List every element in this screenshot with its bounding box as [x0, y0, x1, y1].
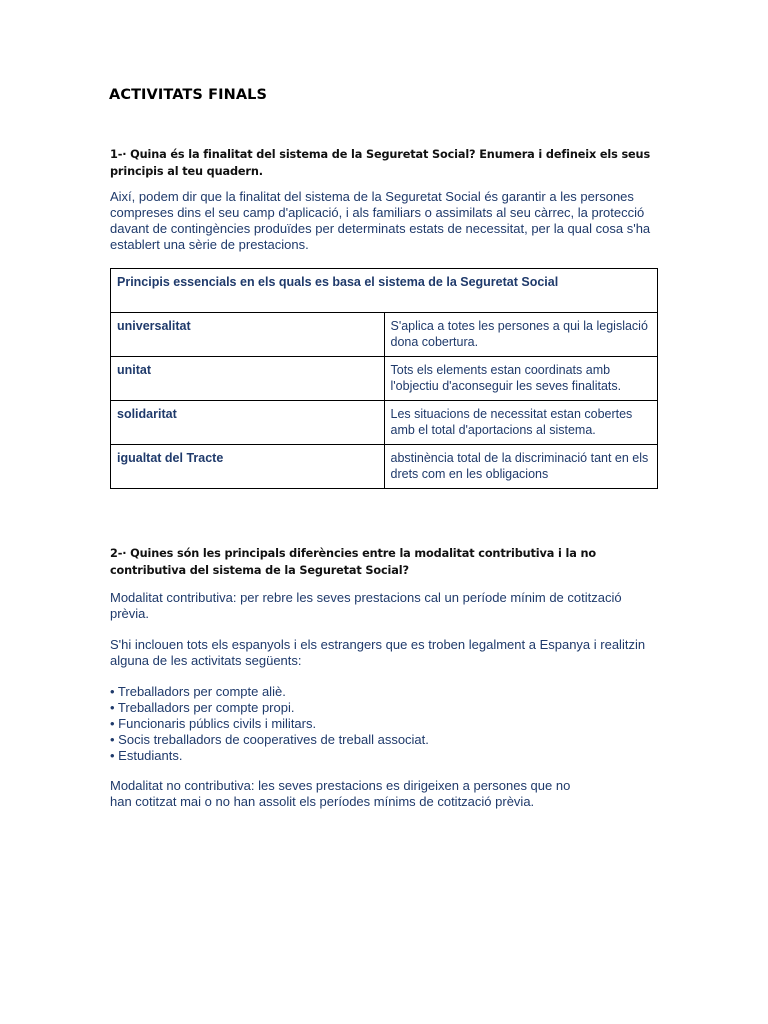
principle-definition: abstinència total de la discriminació tant en els drets com en les obligacions — [384, 445, 658, 489]
answer-2-contributive — [110, 590, 635, 622]
table-row — [111, 445, 658, 489]
included-text: S'hi inclouen tots els espanyols i els estrangers que es troben legalment a Espanya i realitzin alguna de les activitats següents: — [110, 637, 646, 668]
noncontributive-text: Modalitat no contributiva: les seves prestacions es dirigeixen a persones que no han cotitzat mai o no han assolit els períodes mínims de cotització prèvia. — [110, 778, 571, 809]
principle-definition: Tots els elements estan coordinats amb l'objectiu d'aconseguir les seves finalitats. — [384, 357, 658, 401]
list-item: • Treballadors per compte aliè. — [110, 684, 286, 699]
answer-1-text: Així, podem dir que la finalitat del sistema de la Seguretat Social és garantir a les persones compreses dins el seu camp d'aplicació, i als familiars o assimilats al seu càrrec, la protecció davant de contingències produïdes per determinats estats de necessitat, per la qual cosa s'ha establert una sèrie de prestacions. — [110, 189, 651, 252]
principle-term: unitat — [111, 357, 385, 401]
answer-1 — [110, 189, 655, 253]
table-row — [111, 357, 658, 401]
principles-table — [110, 268, 658, 489]
list-item: • Socis treballadors de cooperatives de treball associat. — [110, 732, 429, 747]
answer-2-noncontributive — [110, 778, 580, 810]
principle-term: igualtat del Tracte — [111, 445, 385, 489]
question-2: 2-· Quines són les principals diferències entre la modalitat contributiva i la no contributiva del sistema de la Seguretat Social? — [110, 547, 596, 577]
table-row — [111, 401, 658, 445]
activities-list — [110, 684, 670, 764]
principles-table-header: Principis essencials en els quals es basa el sistema de la Seguretat Social — [111, 269, 658, 313]
principle-term: universalitat — [111, 313, 385, 357]
question-1: 1-· Quina és la finalitat del sistema de la Seguretat Social? Enumera i defineix els seus principis al teu quadern. — [110, 148, 651, 178]
principle-term: solidaritat — [111, 401, 385, 445]
list-item: • Estudiants. — [110, 748, 183, 763]
page-title: ACTIVITATS FINALS — [109, 87, 268, 103]
table-row — [111, 313, 658, 357]
principle-definition: Les situacions de necessitat estan cobertes amb el total d'aportacions al sistema. — [384, 401, 658, 445]
list-item: • Treballadors per compte propi. — [110, 700, 295, 715]
list-item: • Funcionaris públics civils i militars. — [110, 716, 317, 731]
principle-definition: S'aplica a totes les persones a qui la legislació dona cobertura. — [384, 313, 658, 357]
answer-2-included — [110, 637, 655, 669]
contributive-text: Modalitat contributiva: per rebre les seves prestacions cal un període mínim de cotització prèvia. — [110, 590, 622, 621]
